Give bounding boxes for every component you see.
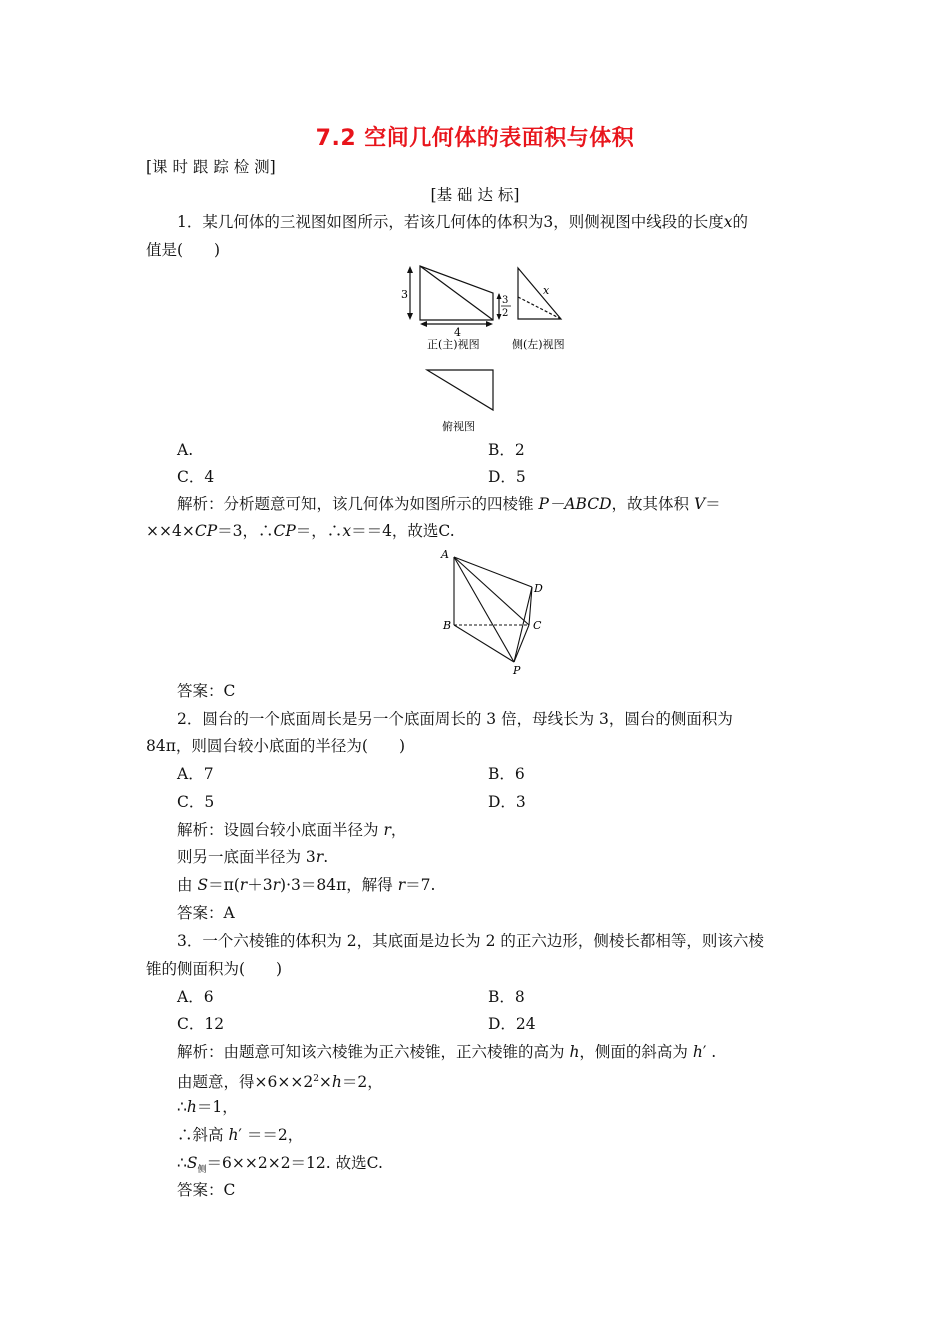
q2-answer: 答案：A: [177, 904, 235, 922]
q1-stem-line2: 值是( ): [146, 241, 221, 259]
header-tag: [课 时 跟 踪 检 测]: [146, 158, 276, 176]
pyramid-label-b: B: [443, 619, 452, 632]
side-view-shape: [518, 268, 561, 319]
q3-stem-line2: 锥的侧面积为( ): [146, 960, 283, 978]
q3-option-c: C．12: [177, 1015, 225, 1033]
q2-solution-line2: 则另一底面半径为 3r.: [177, 848, 329, 866]
front-right-num: 3: [502, 295, 509, 306]
pyramid-label-d: D: [534, 582, 543, 595]
front-height-label: 3: [401, 288, 408, 301]
q3-stem-line1: 3．一个六棱锥的体积为 2，其底面是边长为 2 的正六边形，侧棱长都相等，则该六棱: [177, 932, 764, 950]
q2-option-c: C．5: [177, 793, 215, 811]
q2-option-b: B．6: [488, 765, 525, 783]
q3-solution-line5: $\therefore S_侧=6\times\times 2\times 2=12$. 故选C.: [177, 1154, 383, 1176]
q2-stem-line2: 84π，则圆台较小底面的半径为( ): [146, 737, 406, 755]
q1-answer: 答案：C: [177, 682, 236, 700]
pyramid-label-a: A: [441, 548, 449, 561]
three-view-figure: [380, 258, 580, 438]
q1-option-b: B．2: [488, 441, 525, 459]
front-caption: 正(主)视图: [427, 338, 480, 351]
pyramid-label-c: C: [533, 619, 542, 632]
q2-solution-line3: 由 S＝π(r＋3r)·3＝84π，解得 r＝7.: [177, 876, 436, 894]
page-title: 7.2 空间几何体的表面积与体积: [315, 126, 635, 151]
q2-solution-line1: 解析：设圆台较小底面半径为 r，: [177, 821, 407, 839]
q3-solution-line2: 由题意，得$\times 6\times\times 2^2\times h=2$，: [177, 1073, 383, 1092]
pyramid-label-p: P: [513, 664, 521, 677]
q1-option-c: C．4: [177, 468, 215, 486]
top-view-shape: [427, 370, 493, 410]
top-caption: 俯视图: [442, 420, 475, 433]
q3-solution-line3: ∴h＝1，: [177, 1098, 238, 1116]
q1-solution-line2: ××4×CP＝3，∴CP＝，∴x＝＝4，故选C.: [146, 522, 455, 540]
q3-option-b: B．8: [488, 988, 525, 1006]
q3-solution-line1: 解析：由题意可知该六棱锥为正六棱锥，正六棱锥的高为 h，侧面的斜高为 h′ .: [177, 1043, 717, 1061]
pyramid-figure: [430, 545, 560, 680]
q3-solution-line4: ∴斜高 h′ ＝＝2，: [177, 1126, 304, 1144]
side-caption: 侧(左)视图: [512, 338, 565, 351]
side-x-label: x: [543, 284, 550, 297]
q3-answer: 答案：C: [177, 1181, 236, 1199]
q2-option-d: D．3: [488, 793, 526, 811]
q3-option-d: D．24: [488, 1015, 536, 1033]
section-tag: [基 础 达 标]: [430, 186, 520, 204]
q2-stem-line1: 2．圆台的一个底面周长是另一个底面周长的 3 倍，母线长为 3，圆台的侧面积为: [177, 710, 733, 728]
front-right-den: 2: [502, 308, 509, 319]
q1-option-d: D．5: [488, 468, 526, 486]
q1-stem-line1: 1．某几何体的三视图如图所示，若该几何体的体积为3，则侧视图中线段的长度x的: [177, 213, 748, 231]
q2-option-a: A．7: [177, 765, 214, 783]
q1-solution-line1: 解析：分析题意可知，该几何体为如图所示的四棱锥 P－ABCD，故其体积 V＝: [177, 495, 721, 513]
front-width-label: 4: [454, 326, 461, 339]
q3-option-a: A．6: [177, 988, 214, 1006]
q1-option-a: A.: [177, 441, 194, 459]
